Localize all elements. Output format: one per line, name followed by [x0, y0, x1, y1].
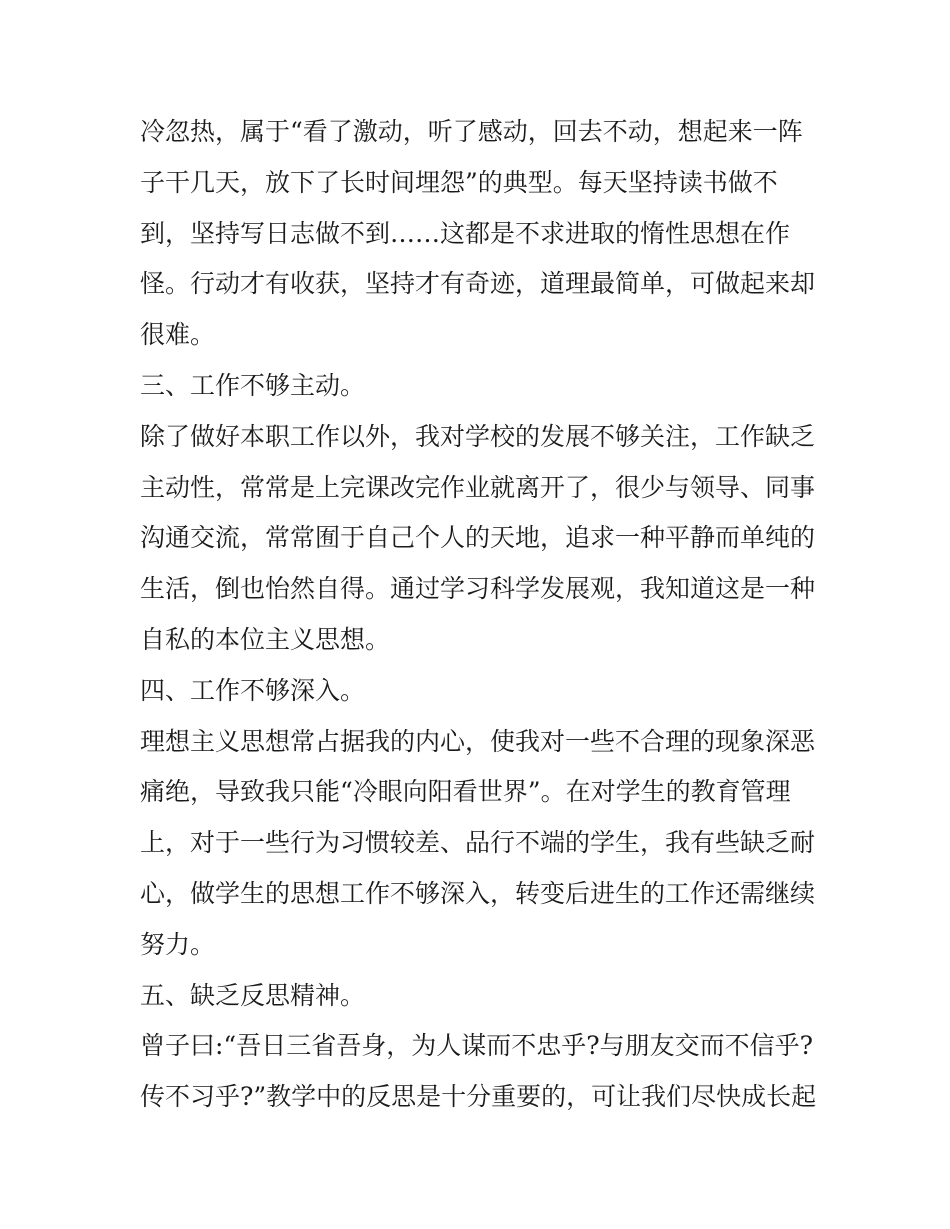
text-line: 怪。行动才有收获，坚持才有奇迹，道理最简单，可做起来却	[140, 269, 816, 299]
text-line: 冷忽热，属于“看了激动，听了感动，回去不动，想起来一阵	[140, 117, 803, 146]
text-line: 子干几天，放下了长时间埋怨”的典型。每天坚持读书做不	[140, 167, 778, 197]
text-line: 到，坚持写日志做不到……这都是不求进取的惰性思想在作	[140, 218, 791, 248]
section-heading: 四、工作不够深入。	[140, 675, 366, 705]
document-body	[140, 107, 820, 1123]
text-line: 生活，倒也怡然自得。通过学习科学发展观，我知道这是一种	[140, 574, 816, 604]
text-line: 努力。	[140, 929, 216, 959]
text-line: 沟通交流，常常囿于自己个人的天地，追求一种平静而单纯的	[140, 523, 816, 553]
text-line: 上，对于一些行为习惯较差、品行不端的学生，我有些缺乏耐	[140, 828, 816, 858]
text-line: 传不习乎?”教学中的反思是十分重要的，可让我们尽快成长起	[140, 1082, 817, 1112]
text-line: 理想主义思想常占据我的内心，使我对一些不合理的现象深恶	[140, 726, 816, 756]
text-line: 除了做好本职工作以外，我对学校的发展不够关注，工作缺乏	[140, 421, 816, 451]
section-heading: 三、工作不够主动。	[140, 370, 366, 400]
text-line: 主动性，常常是上完课改完作业就离开了，很少与领导、同事	[140, 472, 816, 502]
text-line: 曾子曰:“吾日三省吾身，为人谋而不忠乎?与朋友交而不信乎?	[140, 1031, 814, 1061]
section-heading: 五、缺乏反思精神。	[140, 980, 366, 1010]
text-line: 很难。	[140, 320, 216, 350]
text-line: 痛绝，导致我只能“冷眼向阳看世界”。在对学生的教育管理	[140, 777, 791, 807]
text-line: 心，做学生的思想工作不够深入，转变后进生的工作还需继续	[140, 878, 816, 908]
text-line: 自私的本位主义思想。	[140, 624, 391, 654]
